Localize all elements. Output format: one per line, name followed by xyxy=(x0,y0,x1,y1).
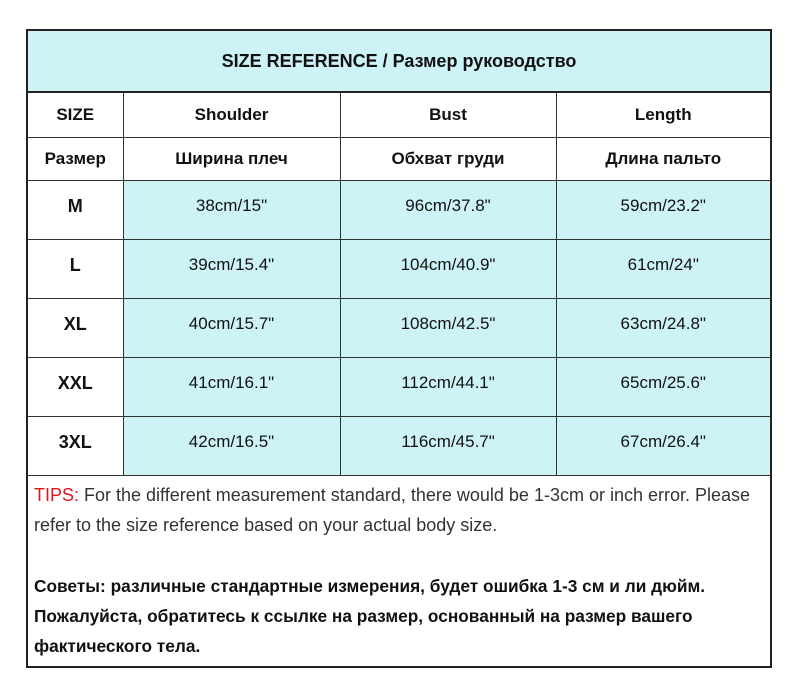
bust-cell xyxy=(340,240,556,299)
header-shoulder: Shoulder xyxy=(123,93,340,138)
bust-value: 112cm/44.1" xyxy=(401,373,495,392)
size-value: XXL xyxy=(57,372,93,393)
bust-value: 96cm/37.8" xyxy=(405,196,491,215)
size-value: 3XL xyxy=(58,431,92,452)
header-row-en xyxy=(28,93,770,138)
bust-value: 108cm/42.5" xyxy=(400,314,496,333)
bust-value: 116cm/45.7" xyxy=(401,432,495,451)
russian-note: Советы: различные стандартные измерения, будет ошибка 1-3 см и ли дюйм. Пожалуйста, обратитесь к ссылке на размер, основанный на размер вашего фактического тела. xyxy=(34,576,706,656)
bust-cell xyxy=(340,417,556,476)
shoulder-value: 38cm/15" xyxy=(195,196,268,215)
shoulder-value: 41cm/16.1" xyxy=(188,373,275,392)
bust-cell xyxy=(340,181,556,240)
shoulder-cell xyxy=(123,240,340,299)
length-cell xyxy=(556,299,770,358)
shoulder-cell xyxy=(123,358,340,417)
table-row xyxy=(28,299,770,358)
size-chart xyxy=(26,29,772,668)
length-cell xyxy=(556,358,770,417)
shoulder-value: 42cm/16.5" xyxy=(188,432,275,451)
length-cell xyxy=(556,240,770,299)
size-cell xyxy=(28,358,123,417)
table-row xyxy=(28,358,770,417)
size-cell xyxy=(28,299,123,358)
bust-value: 104cm/40.9" xyxy=(400,255,496,274)
shoulder-value: 39cm/15.4" xyxy=(188,255,275,274)
length-cell xyxy=(556,181,770,240)
size-value: XL xyxy=(63,313,87,334)
length-value: 67cm/26.4" xyxy=(620,432,706,451)
size-cell xyxy=(28,240,123,299)
length-value: 65cm/25.6" xyxy=(620,373,706,392)
size-cell xyxy=(28,181,123,240)
tips-note xyxy=(34,480,764,540)
table-row xyxy=(28,417,770,476)
header-length-ru: Длина пальто xyxy=(556,138,770,181)
table-row xyxy=(28,240,770,299)
size-value: M xyxy=(67,195,83,216)
header-length: Length xyxy=(556,93,770,138)
shoulder-value: 40cm/15.7" xyxy=(188,314,275,333)
shoulder-cell xyxy=(123,417,340,476)
bust-cell xyxy=(340,358,556,417)
length-value: 61cm/24" xyxy=(627,255,699,274)
header-size: SIZE xyxy=(28,93,123,138)
size-value: L xyxy=(69,254,81,275)
header-size-ru: Размер xyxy=(28,138,123,181)
tips-text: For the different measurement standard, there would be 1-3cm or inch error. Please refer to the size reference based on your actual body size. xyxy=(34,485,751,535)
tips-label: TIPS: xyxy=(34,485,80,505)
chart-title: SIZE REFERENCE / Размер руководство xyxy=(28,31,770,93)
header-shoulder-ru: Ширина плеч xyxy=(123,138,340,181)
size-table xyxy=(28,93,770,476)
bust-cell xyxy=(340,299,556,358)
shoulder-cell xyxy=(123,181,340,240)
shoulder-cell xyxy=(123,299,340,358)
header-bust: Bust xyxy=(340,93,556,138)
length-value: 59cm/23.2" xyxy=(620,196,706,215)
length-cell xyxy=(556,417,770,476)
size-cell xyxy=(28,417,123,476)
header-row-ru xyxy=(28,138,770,181)
header-bust-ru: Обхват груди xyxy=(340,138,556,181)
length-value: 63cm/24.8" xyxy=(620,314,706,333)
table-row xyxy=(28,181,770,240)
